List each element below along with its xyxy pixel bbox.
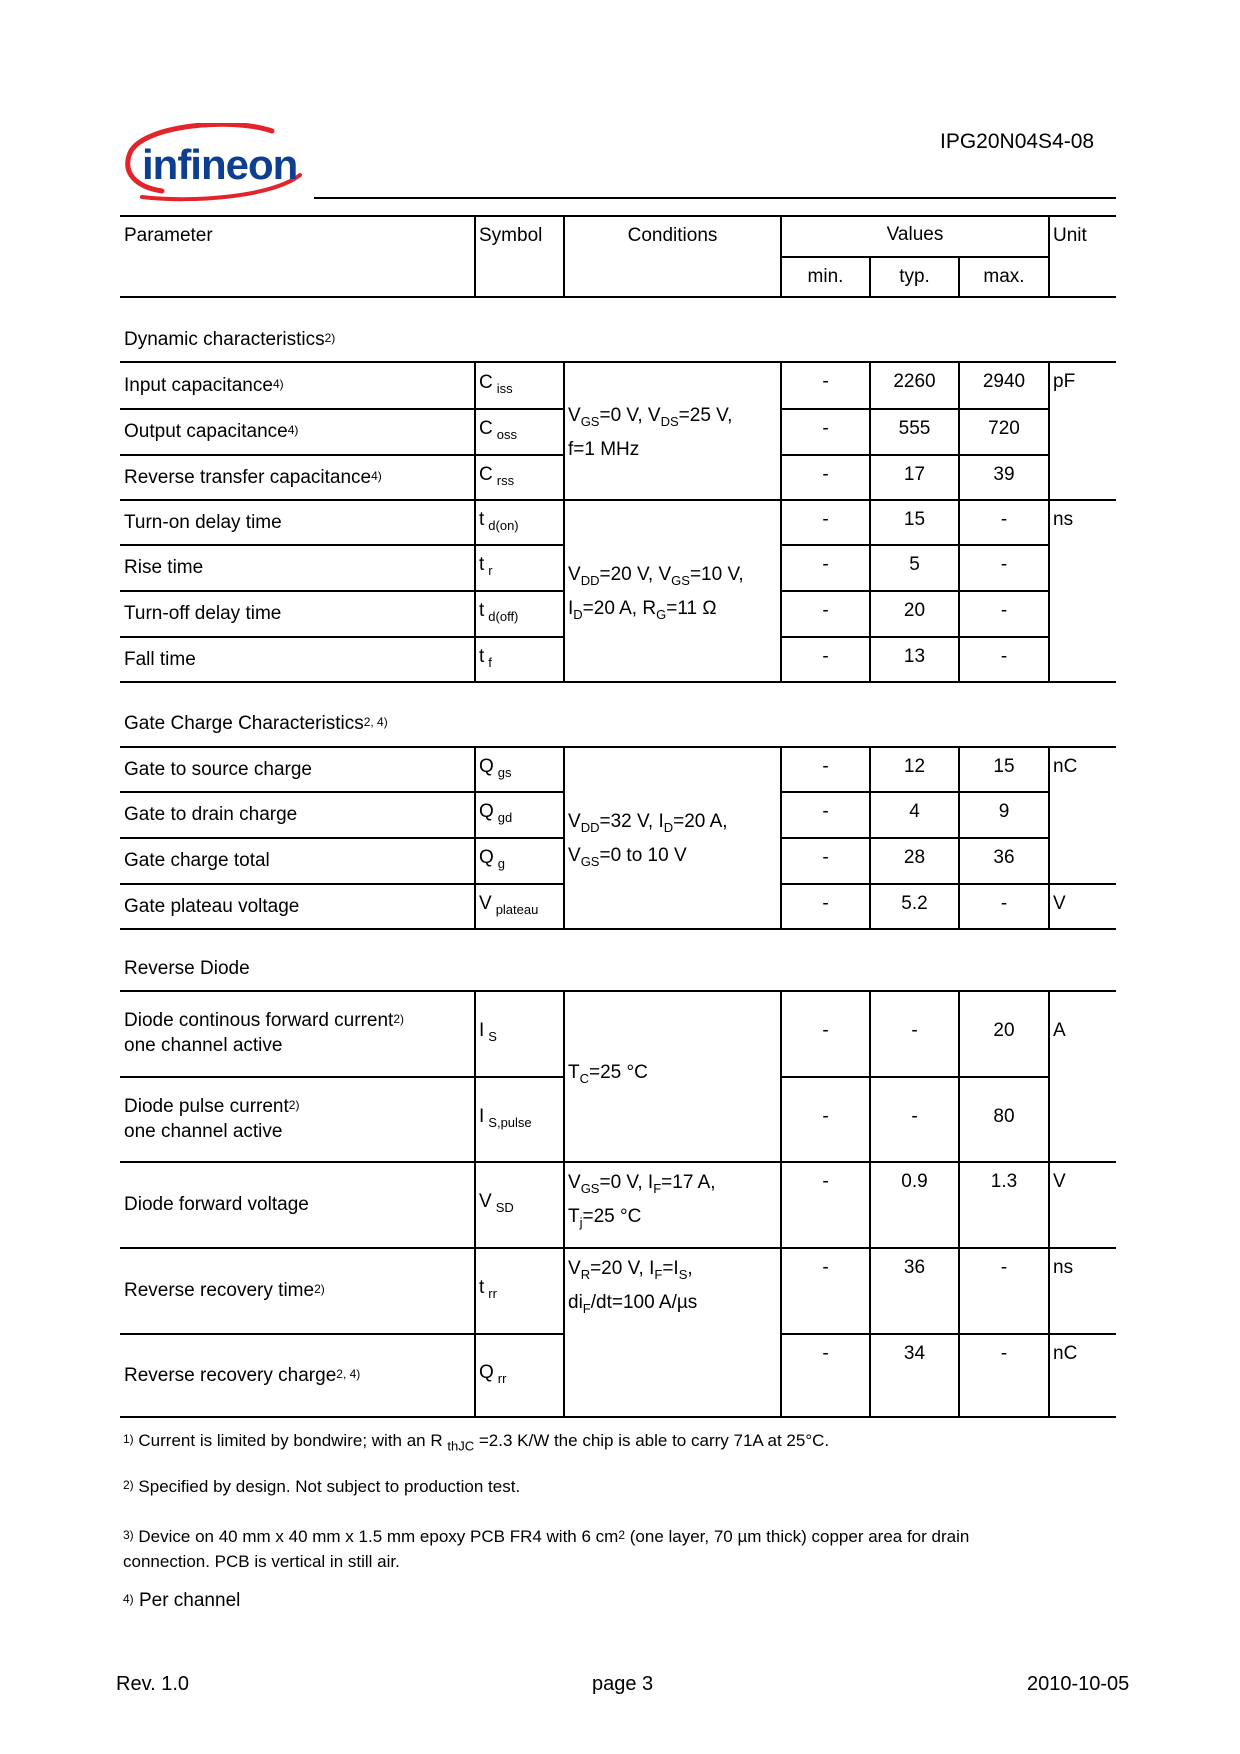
col-symbol: Symbol bbox=[479, 225, 543, 246]
row-max: 36 bbox=[993, 847, 1015, 868]
row-min: - bbox=[822, 1257, 829, 1278]
row-parameter: Rise time bbox=[124, 557, 204, 578]
col-unit: Unit bbox=[1053, 225, 1087, 246]
row-symbol: t $_{d(off)}$ bbox=[479, 600, 519, 624]
col-min: min. bbox=[807, 266, 844, 287]
col-values: Values bbox=[886, 224, 944, 245]
footnote-1: $^{1)}$ Current is limited by bondwire; with an R $_{thJC}$ =2.3 K/W the chip is able to carry 71A at 25°C. bbox=[123, 1431, 830, 1454]
row-max: - bbox=[1000, 1257, 1008, 1278]
part-number: IPG20N04S4-08 bbox=[940, 130, 1095, 153]
row-max: - bbox=[1000, 893, 1008, 914]
row-parameter: Reverse recovery time$^{2)}$ bbox=[124, 1280, 325, 1301]
row-parameter: Gate to drain charge bbox=[124, 804, 298, 825]
conditions-capacitance: $V_{GS}=0$ V, $V_{DS}=25$ V, f=1 MHz bbox=[568, 405, 733, 460]
row-symbol: Q $_{gs}$ bbox=[479, 755, 512, 780]
row-max: 20 bbox=[993, 1020, 1015, 1041]
row-unit: V bbox=[1053, 893, 1066, 914]
row-min: - bbox=[822, 1105, 829, 1127]
row-max: 80 bbox=[993, 1105, 1015, 1127]
row-min: - bbox=[822, 756, 829, 777]
row-min: - bbox=[822, 847, 829, 868]
row-typ: 20 bbox=[903, 600, 926, 621]
row-min: - bbox=[822, 464, 829, 485]
row-min: - bbox=[822, 371, 829, 392]
col-conditions: Conditions bbox=[627, 225, 718, 246]
row-typ: 4 bbox=[909, 801, 920, 822]
row-symbol: C $_{iss}$ bbox=[479, 371, 513, 396]
row-symbol: C $_{rss}$ bbox=[479, 463, 515, 488]
footnote-3: $^{3)}$ Device on 40 mm x 40 mm x 1.5 mm epoxy PCB FR4 with 6 $cm^2$ (one layer, 70 µm thick) copper area for drain connection. PCB is vertical in still air. bbox=[123, 1527, 970, 1571]
row-parameter: Output capacitance$^{4)}$ bbox=[124, 421, 299, 442]
row-symbol: V $_{SD}$ bbox=[479, 1191, 514, 1215]
row-typ: 34 bbox=[903, 1343, 926, 1364]
row-symbol: t $_r$ bbox=[479, 554, 493, 578]
col-typ: typ. bbox=[899, 266, 930, 287]
row-symbol: Q $_g$ bbox=[479, 847, 506, 871]
row-parameter: Diode pulse current$^{2)}$ one channel active bbox=[124, 1095, 300, 1142]
section-gate-charge: Gate Charge Characteristics$^{2, 4)}$ bbox=[124, 713, 388, 734]
header-rule bbox=[314, 197, 1116, 199]
row-typ: - bbox=[911, 1105, 918, 1127]
section-reverse-diode: Reverse Diode bbox=[124, 958, 250, 979]
row-symbol: t $_{rr}$ bbox=[479, 1277, 497, 1301]
col-parameter: Parameter bbox=[124, 225, 213, 246]
row-min: - bbox=[822, 1020, 829, 1041]
row-parameter: Turn-off delay time bbox=[124, 603, 282, 624]
row-min: - bbox=[822, 893, 829, 914]
footnote-4: $^{4)}$ Per channel bbox=[123, 1590, 241, 1611]
row-max: 15 bbox=[993, 756, 1015, 777]
row-symbol: I $_S$ bbox=[479, 1020, 497, 1044]
section-dynamic: Dynamic characteristics$^{2)}$ bbox=[124, 329, 336, 350]
conditions-switching: $V_{DD}=20$ V, $V_{GS}=10$ V, $I_D=20$ A, $R_G=11$ Ω bbox=[568, 564, 744, 622]
row-unit: A bbox=[1053, 1020, 1066, 1041]
row-max: - bbox=[1000, 600, 1008, 621]
row-symbol: V $_{plateau}$ bbox=[479, 892, 539, 917]
row-typ: 15 bbox=[903, 509, 926, 530]
row-min: - bbox=[822, 418, 829, 439]
infineon-logo bbox=[122, 123, 312, 203]
row-max: - bbox=[1000, 554, 1008, 575]
row-typ: 28 bbox=[903, 847, 926, 868]
row-typ: 36 bbox=[903, 1257, 926, 1278]
conditions-gate-charge: $V_{DD}=32$ V, $I_D=20$ A, $V_{GS}=0$ to 10 V bbox=[568, 811, 728, 869]
row-max: - bbox=[1000, 646, 1008, 667]
row-max: - bbox=[1000, 1343, 1008, 1364]
conditions-forward-voltage: $V_{GS}=0$ V, $I_F=17$ A, $T_j=25$ °C bbox=[568, 1172, 716, 1230]
row-typ: 13 bbox=[903, 646, 926, 667]
row-min: - bbox=[822, 554, 829, 575]
logo-text: infineon bbox=[142, 141, 298, 188]
row-min: - bbox=[822, 1343, 829, 1364]
row-symbol: C $_{oss}$ bbox=[479, 418, 517, 442]
row-symbol: Q $_{rr}$ bbox=[479, 1361, 507, 1386]
row-max: - bbox=[1000, 509, 1008, 530]
row-parameter: Input capacitance$^{4)}$ bbox=[124, 374, 284, 396]
row-symbol: t $_f$ bbox=[479, 645, 492, 670]
row-max: 1.3 bbox=[990, 1171, 1018, 1192]
row-max: 39 bbox=[993, 464, 1015, 485]
row-symbol: Q $_{gd}$ bbox=[479, 801, 513, 825]
row-unit: nC bbox=[1053, 756, 1078, 777]
row-min: - bbox=[822, 646, 829, 667]
row-parameter: Diode continous forward current$^{2)}$ one channel active bbox=[124, 1010, 404, 1056]
row-unit: V bbox=[1053, 1171, 1066, 1192]
row-symbol: I $_{S,pulse}$ bbox=[479, 1105, 532, 1130]
row-symbol: t $_{d(on)}$ bbox=[479, 508, 519, 533]
row-max: 2940 bbox=[982, 371, 1026, 392]
row-typ: 12 bbox=[903, 756, 926, 777]
row-unit: pF bbox=[1053, 371, 1076, 392]
row-min: - bbox=[822, 509, 829, 530]
col-max: max. bbox=[983, 266, 1025, 287]
row-min: - bbox=[822, 600, 829, 621]
row-unit: ns bbox=[1053, 509, 1074, 530]
row-typ: - bbox=[911, 1020, 918, 1041]
row-parameter: Reverse recovery charge$^{2, 4)}$ bbox=[124, 1364, 361, 1386]
row-parameter: Fall time bbox=[124, 648, 196, 670]
row-parameter: Gate plateau voltage bbox=[124, 895, 300, 917]
row-parameter: Gate to source charge bbox=[124, 758, 312, 780]
row-typ: 0.9 bbox=[901, 1171, 928, 1192]
footer-revision: Rev. 1.0 bbox=[116, 1673, 189, 1695]
row-typ: 555 bbox=[898, 418, 931, 439]
row-typ: 17 bbox=[903, 464, 926, 485]
row-typ: 5.2 bbox=[901, 893, 928, 914]
row-typ: 2260 bbox=[893, 371, 936, 392]
row-unit: ns bbox=[1053, 1257, 1074, 1278]
row-parameter: Turn-on delay time bbox=[124, 511, 282, 533]
row-min: - bbox=[822, 801, 829, 822]
conditions-reverse-recovery: $V_R=20$ V, $I_F=I_S$, $di_F/dt=100$ A/µs bbox=[568, 1258, 698, 1316]
row-parameter: Diode forward voltage bbox=[124, 1194, 309, 1215]
row-min: - bbox=[822, 1171, 829, 1192]
row-parameter: Gate charge total bbox=[124, 850, 270, 871]
row-typ: 5 bbox=[909, 554, 920, 575]
conditions-diode-tc: $T_C=25$ °C bbox=[568, 1062, 648, 1086]
row-parameter: Reverse transfer capacitance$^{4)}$ bbox=[124, 466, 382, 488]
row-max: 720 bbox=[988, 418, 1020, 439]
footnote-2: $^{2)}$ Specified by design. Not subject to production test. bbox=[123, 1477, 521, 1496]
row-unit: nC bbox=[1053, 1343, 1078, 1364]
footer-page: page 3 bbox=[592, 1673, 654, 1695]
footer-date: 2010-10-05 bbox=[1027, 1673, 1130, 1695]
row-max: 9 bbox=[998, 801, 1010, 822]
